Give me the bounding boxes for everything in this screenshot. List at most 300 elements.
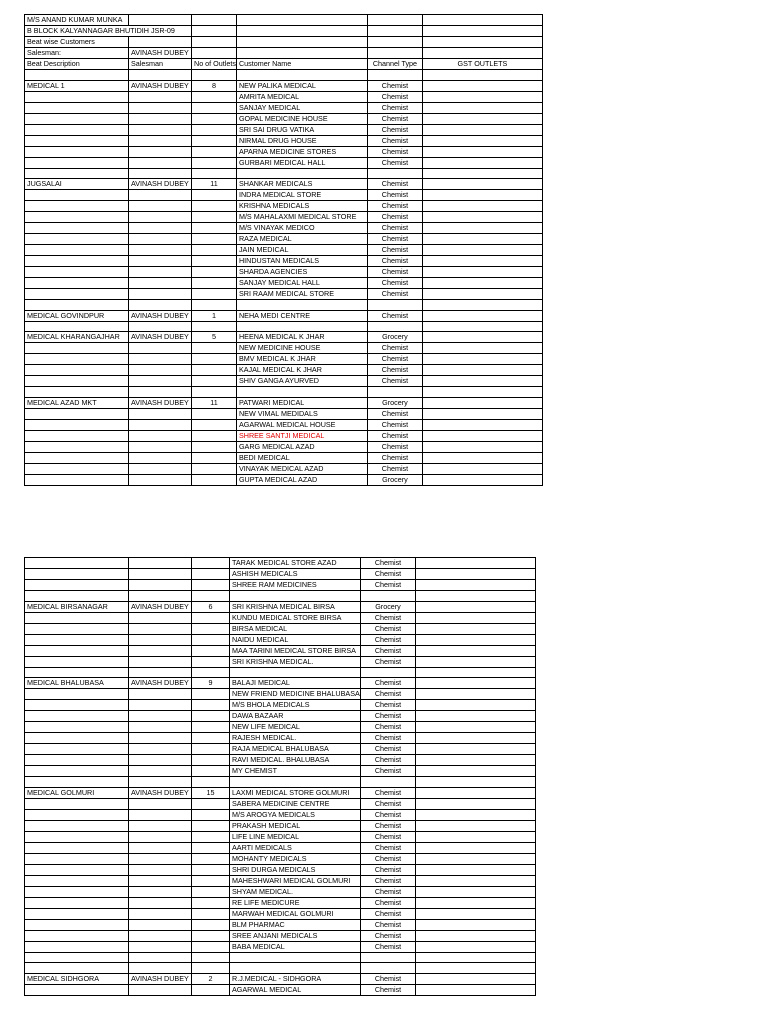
- header-row-title: [25, 37, 543, 48]
- channel-type-cell: Chemist: [361, 853, 416, 864]
- beat-description-cell: [25, 722, 129, 733]
- table-row: [25, 146, 543, 157]
- outlet-count-cell: [192, 474, 237, 485]
- channel-type-cell: Chemist: [367, 212, 422, 223]
- outlet-count-cell: [192, 430, 237, 441]
- outlet-count-cell: [192, 91, 237, 102]
- outlet-count-cell: [192, 886, 230, 897]
- customer-name-cell: SREE ANJANI MEDICALS: [230, 930, 361, 941]
- gst-outlet-cell: [416, 645, 536, 656]
- table-row: [25, 256, 543, 267]
- channel-type-cell: [367, 70, 422, 81]
- channel-type-cell: Chemist: [367, 135, 422, 146]
- salesman-cell: [129, 919, 192, 930]
- outlet-count-cell: [192, 190, 237, 201]
- salesman-cell: [129, 113, 192, 124]
- channel-type-cell: [361, 952, 416, 963]
- channel-type-cell: [367, 300, 422, 311]
- customer-name-cell: SRI KRISHNA MEDICAL BIRSA: [230, 601, 361, 612]
- col-beat-description: Beat Description: [25, 59, 129, 70]
- gst-outlet-cell: [416, 755, 536, 766]
- gst-outlet-cell: [422, 278, 542, 289]
- table-row: [25, 952, 536, 963]
- gst-outlet-cell: [416, 853, 536, 864]
- gst-outlet-cell: [422, 289, 542, 300]
- beat-description-cell: [25, 124, 129, 135]
- beat-description-cell: [25, 733, 129, 744]
- salesman-cell: [129, 408, 192, 419]
- salesman-cell: [129, 212, 192, 223]
- beat-description-cell: [25, 952, 129, 963]
- gst-outlet-cell: [422, 223, 542, 234]
- table-row: [25, 733, 536, 744]
- table-row: [25, 787, 536, 798]
- beat-description-cell: [25, 569, 129, 580]
- outlet-count-cell: [192, 365, 237, 376]
- outlet-count-cell: 6: [192, 601, 230, 612]
- salesman-cell: [129, 321, 192, 332]
- table-row: [25, 212, 543, 223]
- salesman-cell: [129, 256, 192, 267]
- beat-description-cell: [25, 634, 129, 645]
- table-row: [25, 930, 536, 941]
- table-row: [25, 601, 536, 612]
- gst-outlet-cell: [416, 689, 536, 700]
- outlet-count-cell: [192, 408, 237, 419]
- beat-description-cell: [25, 300, 129, 311]
- beat-description-cell: [25, 408, 129, 419]
- outlet-count-cell: [192, 591, 230, 602]
- outlet-count-cell: [192, 300, 237, 311]
- outlet-count-cell: 9: [192, 678, 230, 689]
- table-row: [25, 875, 536, 886]
- customer-name-cell: RAZA MEDICAL: [236, 234, 367, 245]
- channel-type-cell: Chemist: [367, 289, 422, 300]
- outlet-count-cell: [192, 941, 230, 952]
- beat-description-cell: [25, 135, 129, 146]
- table-row: [25, 984, 536, 995]
- beat-description-cell: [25, 656, 129, 667]
- channel-type-cell: [367, 321, 422, 332]
- beat-description-cell: MEDICAL GOLMURI: [25, 787, 129, 798]
- gst-outlet-cell: [422, 321, 542, 332]
- channel-type-cell: [367, 387, 422, 398]
- outlet-count-cell: [192, 376, 237, 387]
- gst-outlet-cell: [422, 408, 542, 419]
- table-row: [25, 853, 536, 864]
- channel-type-cell: Chemist: [367, 256, 422, 267]
- table-row: [25, 634, 536, 645]
- table-row: [25, 667, 536, 678]
- channel-type-cell: Chemist: [367, 408, 422, 419]
- customer-name-cell: BLM PHARMAC: [230, 919, 361, 930]
- beat-description-cell: [25, 223, 129, 234]
- salesman-cell: [129, 190, 192, 201]
- table-row: [25, 678, 536, 689]
- salesman-cell: [129, 853, 192, 864]
- gst-outlet-cell: [422, 354, 542, 365]
- salesman-cell: [129, 168, 192, 179]
- salesman-cell: [129, 733, 192, 744]
- beat-description-cell: [25, 321, 129, 332]
- beat-description-cell: [25, 212, 129, 223]
- channel-type-cell: Chemist: [361, 634, 416, 645]
- table-row: [25, 973, 536, 984]
- gst-outlet-cell: [416, 919, 536, 930]
- channel-type-cell: Chemist: [361, 809, 416, 820]
- col-channel-type: Channel Type: [367, 59, 422, 70]
- customer-name-cell: AGARWAL MEDICAL HOUSE: [236, 419, 367, 430]
- channel-type-cell: [361, 777, 416, 788]
- sheet-page-2: [24, 557, 536, 996]
- outlet-count-cell: [192, 809, 230, 820]
- table-row: [25, 354, 543, 365]
- customer-name-cell: KAJAL MEDICAL K JHAR: [236, 365, 367, 376]
- gst-outlet-cell: [422, 168, 542, 179]
- salesman-cell: [129, 569, 192, 580]
- salesman-cell: [129, 70, 192, 81]
- channel-type-cell: [367, 168, 422, 179]
- channel-type-cell: Chemist: [367, 430, 422, 441]
- outlet-count-cell: [192, 700, 230, 711]
- outlet-count-cell: [192, 733, 230, 744]
- channel-type-cell: Chemist: [367, 91, 422, 102]
- beat-description-cell: [25, 777, 129, 788]
- beat-description-cell: [25, 102, 129, 113]
- salesman-cell: [129, 124, 192, 135]
- beat-description-cell: [25, 875, 129, 886]
- customer-name-cell: KRISHNA MEDICALS: [236, 201, 367, 212]
- gst-outlet-cell: [416, 864, 536, 875]
- beat-description-cell: [25, 941, 129, 952]
- beat-description-cell: [25, 809, 129, 820]
- channel-type-cell: Chemist: [361, 612, 416, 623]
- salesman-cell: [129, 157, 192, 168]
- salesman-cell: [129, 700, 192, 711]
- beat-description-cell: [25, 798, 129, 809]
- beat-description-cell: [25, 278, 129, 289]
- outlet-count-cell: [192, 212, 237, 223]
- table-row: [25, 91, 543, 102]
- beat-description-cell: [25, 91, 129, 102]
- outlet-count-cell: [192, 234, 237, 245]
- gst-outlet-cell: [416, 831, 536, 842]
- gst-outlet-cell: [422, 146, 542, 157]
- table-row: [25, 430, 543, 441]
- salesman-cell: [129, 558, 192, 569]
- customer-name-cell: DAWA BAZAAR: [230, 711, 361, 722]
- company-name: M/S ANAND KUMAR MUNKA: [25, 15, 129, 26]
- channel-type-cell: Chemist: [361, 722, 416, 733]
- customer-name-cell: BMV MEDICAL K JHAR: [236, 354, 367, 365]
- beat-description-cell: [25, 853, 129, 864]
- beat-description-cell: [25, 558, 129, 569]
- beat-description-cell: [25, 831, 129, 842]
- customer-name-cell: [236, 387, 367, 398]
- outlet-count-cell: [192, 656, 230, 667]
- salesman-cell: [129, 612, 192, 623]
- channel-type-cell: Chemist: [361, 623, 416, 634]
- channel-type-cell: Chemist: [361, 798, 416, 809]
- channel-type-cell: Grocery: [367, 397, 422, 408]
- channel-type-cell: Chemist: [367, 452, 422, 463]
- salesman-cell: [129, 963, 192, 974]
- customer-name-cell: [230, 667, 361, 678]
- channel-type-cell: Chemist: [367, 441, 422, 452]
- gst-outlet-cell: [422, 212, 542, 223]
- salesman-cell: [129, 755, 192, 766]
- outlet-count-cell: [192, 984, 230, 995]
- beat-description-cell: [25, 908, 129, 919]
- outlet-count-cell: [192, 634, 230, 645]
- outlet-count-cell: 15: [192, 787, 230, 798]
- customer-name-cell: PATWARI MEDICAL: [236, 397, 367, 408]
- beat-description-cell: [25, 766, 129, 777]
- customer-name-cell: BALAJI MEDICAL: [230, 678, 361, 689]
- outlet-count-cell: [192, 157, 237, 168]
- table-row: [25, 864, 536, 875]
- outlet-count-cell: [192, 70, 237, 81]
- salesman-cell: [129, 300, 192, 311]
- salesman-cell: [129, 656, 192, 667]
- customer-name-cell: BABA MEDICAL: [230, 941, 361, 952]
- beat-description-cell: [25, 842, 129, 853]
- salesman-cell: [129, 875, 192, 886]
- beat-description-cell: [25, 711, 129, 722]
- gst-outlet-cell: [422, 387, 542, 398]
- gst-outlet-cell: [422, 300, 542, 311]
- salesman-cell: AVINASH DUBEY: [129, 332, 192, 343]
- gst-outlet-cell: [416, 777, 536, 788]
- customer-name-cell: JAIN MEDICAL: [236, 245, 367, 256]
- customer-name-cell: M/S BHOLA MEDICALS: [230, 700, 361, 711]
- channel-type-cell: Chemist: [361, 766, 416, 777]
- channel-type-cell: Chemist: [367, 157, 422, 168]
- gst-outlet-cell: [416, 787, 536, 798]
- salesman-cell: [129, 722, 192, 733]
- customer-name-cell: LIFE LINE MEDICAL: [230, 831, 361, 842]
- customer-name-cell: NEW VIMAL MEDIDALS: [236, 408, 367, 419]
- salesman-cell: [129, 831, 192, 842]
- table-row: [25, 419, 543, 430]
- gst-outlet-cell: [416, 569, 536, 580]
- gst-outlet-cell: [416, 875, 536, 886]
- gst-outlet-cell: [422, 70, 542, 81]
- customer-name-cell: M/S MAHALAXMI MEDICAL STORE: [236, 212, 367, 223]
- salesman-cell: [129, 820, 192, 831]
- outlet-count-cell: 8: [192, 80, 237, 91]
- gst-outlet-cell: [422, 310, 542, 321]
- outlet-count-cell: [192, 558, 230, 569]
- channel-type-cell: Chemist: [361, 930, 416, 941]
- salesman-cell: [129, 667, 192, 678]
- beat-description-cell: [25, 441, 129, 452]
- outlet-count-cell: [192, 875, 230, 886]
- salesman-cell: [129, 234, 192, 245]
- channel-type-cell: Chemist: [367, 80, 422, 91]
- beat-description-cell: [25, 245, 129, 256]
- customer-name-cell: SANJAY MEDICAL HALL: [236, 278, 367, 289]
- gst-outlet-cell: [422, 245, 542, 256]
- outlet-count-cell: [192, 612, 230, 623]
- customer-name-cell: LAXMI MEDICAL STORE GOLMURI: [230, 787, 361, 798]
- outlet-count-cell: [192, 755, 230, 766]
- table-row: [25, 656, 536, 667]
- table-row: [25, 223, 543, 234]
- beat-description-cell: [25, 919, 129, 930]
- table-row: [25, 387, 543, 398]
- beat-description-cell: [25, 930, 129, 941]
- channel-type-cell: Chemist: [367, 234, 422, 245]
- report-title: Beat wise Customers: [25, 37, 129, 48]
- customer-name-cell: APARNA MEDICINE STORES: [236, 146, 367, 157]
- salesman-cell: [129, 744, 192, 755]
- channel-type-cell: Chemist: [361, 744, 416, 755]
- customer-name-cell: [236, 321, 367, 332]
- channel-type-cell: Chemist: [361, 919, 416, 930]
- salesman-cell: AVINASH DUBEY: [129, 179, 192, 190]
- beat-description-cell: [25, 689, 129, 700]
- gst-outlet-cell: [416, 963, 536, 974]
- outlet-count-cell: [192, 387, 237, 398]
- salesman-cell: [129, 842, 192, 853]
- outlet-count-cell: [192, 113, 237, 124]
- outlet-count-cell: [192, 798, 230, 809]
- outlet-count-cell: [192, 419, 237, 430]
- beat-description-cell: [25, 963, 129, 974]
- salesman-cell: [129, 343, 192, 354]
- outlet-count-cell: [192, 452, 237, 463]
- salesman-cell: [129, 463, 192, 474]
- salesman-name: AVINASH DUBEY: [129, 48, 192, 59]
- customer-name-cell: [230, 777, 361, 788]
- gst-outlet-cell: [422, 234, 542, 245]
- beat-description-cell: [25, 365, 129, 376]
- customer-name-cell: NEW MEDICINE HOUSE: [236, 343, 367, 354]
- salesman-cell: [129, 441, 192, 452]
- beat-description-cell: [25, 667, 129, 678]
- customer-name-cell: HEENA MEDICAL K JHAR: [236, 332, 367, 343]
- salesman-cell: [129, 289, 192, 300]
- gst-outlet-cell: [416, 952, 536, 963]
- outlet-count-cell: [192, 256, 237, 267]
- salesman-cell: [129, 430, 192, 441]
- salesman-cell: [129, 419, 192, 430]
- outlet-count-cell: [192, 711, 230, 722]
- channel-type-cell: Chemist: [367, 190, 422, 201]
- gst-outlet-cell: [422, 102, 542, 113]
- salesman-cell: [129, 897, 192, 908]
- salesman-cell: [129, 864, 192, 875]
- customer-name-cell: AARTI MEDICALS: [230, 842, 361, 853]
- outlet-count-cell: [192, 842, 230, 853]
- channel-type-cell: Grocery: [367, 332, 422, 343]
- outlet-count-cell: [192, 744, 230, 755]
- table-row: [25, 941, 536, 952]
- channel-type-cell: Chemist: [361, 755, 416, 766]
- table-row: [25, 267, 543, 278]
- channel-type-cell: Chemist: [367, 113, 422, 124]
- salesman-cell: [129, 634, 192, 645]
- outlet-count-cell: [192, 623, 230, 634]
- table-row: [25, 245, 543, 256]
- table-row: [25, 300, 543, 311]
- salesman-cell: [129, 689, 192, 700]
- channel-type-cell: Chemist: [367, 245, 422, 256]
- table-row: [25, 908, 536, 919]
- gst-outlet-cell: [416, 973, 536, 984]
- outlet-count-cell: [192, 354, 237, 365]
- customer-name-cell: SANJAY MEDICAL: [236, 102, 367, 113]
- gst-outlet-cell: [422, 256, 542, 267]
- channel-type-cell: Chemist: [367, 223, 422, 234]
- beat-description-cell: MEDICAL 1: [25, 80, 129, 91]
- table-row: [25, 332, 543, 343]
- channel-type-cell: Chemist: [361, 875, 416, 886]
- table-row: [25, 612, 536, 623]
- outlet-count-cell: 2: [192, 973, 230, 984]
- outlet-count-cell: [192, 963, 230, 974]
- beat-description-cell: MEDICAL AZAD MKT: [25, 397, 129, 408]
- channel-type-cell: Chemist: [367, 201, 422, 212]
- beat-description-cell: JUGSALAI: [25, 179, 129, 190]
- gst-outlet-cell: [416, 908, 536, 919]
- gst-outlet-cell: [416, 656, 536, 667]
- gst-outlet-cell: [422, 267, 542, 278]
- beat-description-cell: [25, 886, 129, 897]
- customer-name-cell: MOHANTY MEDICALS: [230, 853, 361, 864]
- customer-name-cell: R.J.MEDICAL - SIDHGORA: [230, 973, 361, 984]
- table-row: [25, 842, 536, 853]
- gst-outlet-cell: [422, 452, 542, 463]
- channel-type-cell: Chemist: [367, 343, 422, 354]
- customer-name-cell: RAJA MEDICAL BHALUBASA: [230, 744, 361, 755]
- salesman-cell: [129, 591, 192, 602]
- salesman-cell: [129, 201, 192, 212]
- table-row: [25, 919, 536, 930]
- customer-name-cell: RAVI MEDICAL. BHALUBASA: [230, 755, 361, 766]
- beat-description-cell: [25, 474, 129, 485]
- customer-name-cell: MAA TARINI MEDICAL STORE BIRSA: [230, 645, 361, 656]
- salesman-cell: [129, 365, 192, 376]
- gst-outlet-cell: [422, 430, 542, 441]
- salesman-cell: [129, 580, 192, 591]
- table-row: [25, 820, 536, 831]
- outlet-count-cell: [192, 766, 230, 777]
- gst-outlet-cell: [422, 91, 542, 102]
- customer-name-cell: SHANKAR MEDICALS: [236, 179, 367, 190]
- customer-name-cell: BIRSA MEDICAL: [230, 623, 361, 634]
- outlet-count-cell: [192, 908, 230, 919]
- beat-description-cell: [25, 623, 129, 634]
- beat-description-cell: [25, 168, 129, 179]
- beat-description-cell: [25, 580, 129, 591]
- outlet-count-cell: [192, 777, 230, 788]
- outlet-count-cell: [192, 580, 230, 591]
- beat-description-cell: [25, 820, 129, 831]
- outlet-count-cell: [192, 864, 230, 875]
- outlet-count-cell: [192, 831, 230, 842]
- table-row: [25, 441, 543, 452]
- outlet-count-cell: [192, 930, 230, 941]
- beat-description-cell: [25, 744, 129, 755]
- channel-type-cell: Chemist: [361, 733, 416, 744]
- gst-outlet-cell: [416, 930, 536, 941]
- beat-description-cell: MEDICAL BIRSANAGAR: [25, 601, 129, 612]
- channel-type-cell: Chemist: [361, 678, 416, 689]
- salesman-cell: [129, 278, 192, 289]
- channel-type-cell: Chemist: [361, 711, 416, 722]
